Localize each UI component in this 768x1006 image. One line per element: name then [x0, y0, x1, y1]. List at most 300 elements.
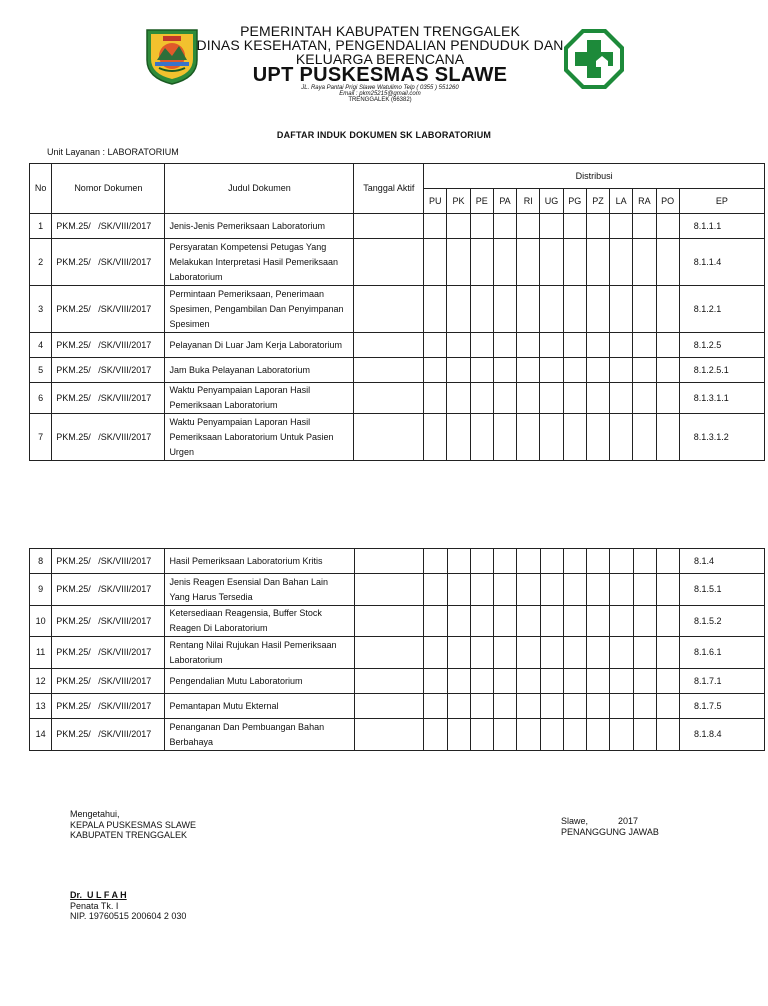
cell-no: 10	[30, 606, 52, 637]
table-row	[30, 606, 765, 637]
regency-emblem-logo	[143, 26, 201, 86]
table-row	[30, 694, 765, 719]
table-row	[30, 286, 765, 333]
cell-dist-pa	[493, 414, 516, 461]
header-dist-pg: PG	[563, 189, 586, 214]
cell-dist-ug	[540, 606, 563, 637]
cell-dist-pk	[447, 606, 470, 637]
cell-nomor-dokumen: PKM.25/ /SK/VIII/2017	[52, 549, 165, 574]
cell-ep: 8.1.5.1	[680, 574, 765, 606]
cell-dist-po	[656, 358, 679, 383]
table-row	[30, 214, 765, 239]
cell-tanggal-aktif	[354, 669, 424, 694]
cell-dist-ra	[633, 719, 656, 751]
cell-dist-pu	[424, 414, 447, 461]
cell-ep: 8.1.6.1	[680, 637, 765, 669]
cell-dist-ra	[633, 358, 656, 383]
cell-dist-pg	[563, 549, 586, 574]
cell-dist-pu	[424, 694, 447, 719]
judul-line: Yang Harus Tersedia	[169, 591, 253, 602]
cell-dist-ri	[517, 606, 540, 637]
cell-dist-pz	[586, 414, 609, 461]
cell-judul-dokumen	[165, 214, 354, 239]
cell-dist-pe	[470, 383, 493, 414]
cell-dist-pg	[563, 239, 586, 286]
cell-dist-pe	[470, 606, 493, 637]
cell-dist-la	[610, 286, 633, 333]
cell-tanggal-aktif	[354, 694, 424, 719]
cell-dist-pg	[563, 414, 586, 461]
cell-dist-ri	[517, 214, 540, 239]
cell-ep: 8.1.2.1	[679, 286, 764, 333]
cell-dist-ri	[517, 637, 540, 669]
cell-dist-po	[656, 333, 679, 358]
cell-dist-pa	[494, 574, 517, 606]
header-tanggal-aktif: Tanggal Aktif	[354, 164, 424, 214]
sig-head-title: KEPALA PUSKESMAS SLAWE	[70, 819, 197, 830]
cell-judul-dokumen	[165, 694, 354, 719]
cell-ep: 8.1.8.4	[680, 719, 765, 751]
cell-dist-la	[610, 719, 633, 751]
cell-nomor-dokumen: PKM.25/ /SK/VIII/2017	[52, 333, 165, 358]
header-dist-pu: PU	[424, 189, 447, 214]
cell-dist-pu	[424, 574, 447, 606]
header-dist-pe: PE	[470, 189, 493, 214]
cell-dist-ri	[517, 574, 540, 606]
cell-judul-dokumen	[165, 549, 354, 574]
header-nomor-dokumen: Nomor Dokumen	[52, 164, 165, 214]
cell-dist-pe	[470, 286, 493, 333]
cell-dist-pa	[494, 694, 517, 719]
cell-tanggal-aktif	[354, 574, 424, 606]
cell-tanggal-aktif	[354, 606, 424, 637]
cell-dist-pu	[424, 333, 447, 358]
cell-dist-pz	[586, 239, 609, 286]
judul-line: Persyaratan Kompetensi Petugas Yang	[169, 241, 327, 252]
cell-dist-ra	[633, 637, 656, 669]
sig-name: Dr. U L F A H	[70, 890, 127, 900]
cell-ep: 8.1.3.1.1	[679, 383, 764, 414]
cell-dist-pg	[563, 214, 586, 239]
cell-dist-ri	[517, 383, 540, 414]
cell-dist-po	[656, 606, 679, 637]
cell-dist-pu	[424, 214, 447, 239]
cell-dist-pg	[563, 669, 586, 694]
cell-judul-dokumen	[165, 286, 354, 333]
cell-no: 12	[30, 669, 52, 694]
cell-nomor-dokumen: PKM.25/ /SK/VIII/2017	[52, 383, 165, 414]
cell-dist-pu	[424, 606, 447, 637]
cell-dist-la	[610, 239, 633, 286]
cell-tanggal-aktif	[354, 286, 424, 333]
cell-dist-ug	[540, 414, 563, 461]
cell-ep: 8.1.2.5.1	[679, 358, 764, 383]
cell-dist-po	[656, 414, 679, 461]
sig-regency: KABUPATEN TRENGGALEK	[70, 830, 188, 840]
cell-dist-pu	[424, 383, 447, 414]
cell-dist-pz	[586, 286, 609, 333]
letterhead-puskesmas-name: UPT PUSKESMAS SLAWE	[252, 64, 508, 86]
table-row	[30, 549, 765, 574]
cell-dist-ra	[633, 383, 656, 414]
unit-label: Unit Layanan : LABORATORIUM	[47, 147, 179, 157]
header-dist-ra: RA	[633, 189, 656, 214]
cell-dist-pz	[587, 669, 610, 694]
cell-dist-pk	[447, 358, 470, 383]
cell-dist-pk	[447, 694, 470, 719]
cell-no: 7	[30, 414, 52, 461]
cell-dist-ra	[633, 333, 656, 358]
cell-no: 9	[30, 574, 52, 606]
cell-judul-dokumen	[165, 719, 354, 751]
cell-dist-pk	[447, 414, 470, 461]
cell-no: 14	[30, 719, 52, 751]
header-dist-po: PO	[656, 189, 679, 214]
cell-dist-ri	[517, 358, 540, 383]
judul-line: Pemeriksaan Laboratorium Untuk Pasien	[169, 431, 334, 442]
cell-dist-pg	[563, 694, 586, 719]
cell-no: 6	[30, 383, 52, 414]
cell-dist-pz	[587, 549, 610, 574]
cell-nomor-dokumen: PKM.25/ /SK/VIII/2017	[52, 414, 165, 461]
header-distribusi: Distribusi	[424, 164, 765, 189]
cell-dist-ri	[517, 694, 540, 719]
cell-dist-pu	[424, 358, 447, 383]
cell-nomor-dokumen: PKM.25/ /SK/VIII/2017	[52, 694, 165, 719]
cell-dist-ra	[633, 574, 656, 606]
cell-dist-pz	[586, 214, 609, 239]
judul-line: Melakukan Interpretasi Hasil Pemeriksaan	[169, 256, 339, 267]
document-title: DAFTAR INDUK DOKUMEN SK LABORATORIUM	[276, 130, 492, 140]
cell-dist-pu	[424, 286, 447, 333]
cell-dist-la	[610, 358, 633, 383]
cell-dist-pg	[563, 358, 586, 383]
cell-dist-pe	[470, 239, 493, 286]
cell-dist-la	[610, 549, 633, 574]
cell-ep: 8.1.7.5	[680, 694, 765, 719]
header-dist-ug: UG	[540, 189, 563, 214]
cell-dist-pk	[447, 383, 470, 414]
cell-dist-ra	[633, 286, 656, 333]
table-row	[30, 239, 765, 286]
judul-line: Berbahaya	[169, 736, 213, 747]
cell-dist-pe	[470, 637, 493, 669]
cell-dist-pz	[587, 637, 610, 669]
document-table-part-2	[29, 548, 765, 751]
cell-dist-pk	[447, 286, 470, 333]
cell-dist-pa	[494, 637, 517, 669]
cell-judul-dokumen	[165, 606, 354, 637]
cell-judul-dokumen	[165, 574, 354, 606]
cell-ep: 8.1.5.2	[680, 606, 765, 637]
cell-dist-po	[656, 383, 679, 414]
cell-tanggal-aktif	[354, 414, 424, 461]
cell-dist-ra	[633, 549, 656, 574]
cell-nomor-dokumen: PKM.25/ /SK/VIII/2017	[52, 637, 165, 669]
cell-dist-ri	[517, 414, 540, 461]
cell-dist-pk	[447, 239, 470, 286]
cell-dist-ra	[633, 239, 656, 286]
judul-line: Ketersediaan Reagensia, Buffer Stock	[169, 608, 322, 618]
cell-tanggal-aktif	[354, 719, 424, 751]
cell-dist-pa	[493, 286, 516, 333]
header-no: No	[30, 164, 52, 214]
cell-tanggal-aktif	[354, 637, 424, 669]
cell-dist-pz	[586, 383, 609, 414]
cell-dist-pe	[470, 669, 493, 694]
cell-judul-dokumen	[165, 358, 354, 383]
cell-dist-la	[610, 606, 633, 637]
header-judul-dokumen: Judul Dokumen	[165, 164, 354, 214]
table-row	[30, 383, 765, 414]
letterhead-government: PEMERINTAH KABUPATEN TRENGGALEK	[240, 23, 520, 39]
table-row	[30, 358, 765, 383]
cell-dist-pk	[447, 214, 470, 239]
cell-no: 11	[30, 637, 52, 669]
header-dist-ri: RI	[517, 189, 540, 214]
judul-line: Jenis-Jenis Pemeriksaan Laboratorium	[169, 220, 326, 231]
sig-nip: NIP. 19760515 200604 2 030	[70, 911, 187, 921]
sig-responsible: PENANGGUNG JAWAB	[561, 826, 659, 837]
cell-dist-pa	[493, 333, 516, 358]
cell-dist-la	[610, 637, 633, 669]
cell-dist-po	[656, 239, 679, 286]
cell-judul-dokumen	[165, 637, 354, 669]
judul-line: Penanganan Dan Pembuangan Bahan	[169, 721, 325, 732]
cell-nomor-dokumen: PKM.25/ /SK/VIII/2017	[52, 719, 165, 751]
cell-nomor-dokumen: PKM.25/ /SK/VIII/2017	[52, 358, 165, 383]
cell-dist-pz	[587, 606, 610, 637]
cell-dist-ug	[540, 574, 563, 606]
header-dist-pk: PK	[447, 189, 470, 214]
judul-line: Laboratorium	[169, 654, 223, 665]
puskesmas-cross-logo	[562, 27, 626, 91]
cell-nomor-dokumen: PKM.25/ /SK/VIII/2017	[52, 669, 165, 694]
cell-tanggal-aktif	[354, 333, 424, 358]
letterhead-address: JL. Raya Pantai Prigi Slawe Watulimo Telp ( 0355 ) 551260	[301, 85, 459, 91]
cell-dist-pa	[493, 214, 516, 239]
cell-dist-pe	[470, 414, 493, 461]
cell-dist-ra	[633, 669, 656, 694]
cell-no: 3	[30, 286, 52, 333]
cell-dist-pg	[563, 719, 586, 751]
judul-line: Waktu Penyampaian Laporan Hasil	[169, 385, 311, 395]
cell-dist-ug	[540, 694, 563, 719]
cell-dist-la	[610, 694, 633, 719]
cell-tanggal-aktif	[354, 214, 424, 239]
cell-tanggal-aktif	[354, 358, 424, 383]
cell-dist-pe	[470, 333, 493, 358]
cell-dist-ug	[540, 637, 563, 669]
judul-line: Rentang Nilai Rujukan Hasil Pemeriksaan	[169, 639, 337, 650]
cell-dist-pz	[586, 358, 609, 383]
header-dist-pa: PA	[493, 189, 516, 214]
cell-tanggal-aktif	[354, 239, 424, 286]
cell-dist-pa	[493, 358, 516, 383]
cell-dist-pu	[424, 637, 447, 669]
cell-dist-pg	[563, 286, 586, 333]
cell-dist-pg	[563, 574, 586, 606]
cell-dist-pu	[424, 669, 447, 694]
document-table-part-1	[29, 163, 765, 461]
cell-nomor-dokumen: PKM.25/ /SK/VIII/2017	[52, 606, 165, 637]
cell-dist-po	[656, 694, 679, 719]
cell-dist-pk	[447, 549, 470, 574]
signature-name-block	[70, 890, 330, 922]
cell-dist-ri	[517, 669, 540, 694]
header-ep: EP	[679, 189, 764, 214]
cell-dist-pa	[494, 549, 517, 574]
cell-nomor-dokumen: PKM.25/ /SK/VIII/2017	[52, 574, 165, 606]
cell-nomor-dokumen: PKM.25/ /SK/VIII/2017	[52, 239, 165, 286]
table-row	[30, 637, 765, 669]
judul-line: Spesimen, Pengambilan Dan Penyimpanan	[169, 303, 344, 314]
cell-dist-ri	[517, 549, 540, 574]
cell-dist-ug	[540, 286, 563, 333]
letterhead-department: DINAS KESEHATAN, PENGENDALIAN PENDUDUK DAN	[196, 37, 564, 53]
cell-dist-ug	[540, 214, 563, 239]
letterhead-city: TRENGGALEK (66382)	[348, 97, 412, 103]
judul-line: Pemantapan Mutu Ekternal	[169, 700, 279, 711]
cell-no: 4	[30, 333, 52, 358]
cell-tanggal-aktif	[354, 383, 424, 414]
cell-dist-ug	[540, 719, 563, 751]
cell-ep: 8.1.3.1.2	[679, 414, 764, 461]
signature-left	[70, 809, 330, 841]
cell-dist-po	[656, 719, 679, 751]
cell-ep: 8.1.7.1	[680, 669, 765, 694]
judul-line: Urgen	[169, 446, 194, 457]
cell-dist-pk	[447, 669, 470, 694]
cell-no: 5	[30, 358, 52, 383]
cell-ep: 8.1.1.1	[679, 214, 764, 239]
judul-line: Spesimen	[169, 318, 210, 329]
cell-dist-pg	[563, 606, 586, 637]
cell-dist-pe	[470, 574, 493, 606]
cell-dist-pe	[470, 549, 493, 574]
header-dist-la: LA	[610, 189, 633, 214]
cell-dist-pa	[494, 719, 517, 751]
cell-dist-pa	[493, 383, 516, 414]
judul-line: Jam Buka Pelayanan Laboratorium	[169, 364, 311, 375]
judul-line: Pemeriksaan Laboratorium	[169, 400, 278, 410]
cell-dist-pz	[587, 574, 610, 606]
letterhead-email: Email : pkm25215@gmail.com	[339, 91, 421, 97]
cell-judul-dokumen	[165, 669, 354, 694]
cell-dist-la	[610, 574, 633, 606]
cell-dist-la	[610, 333, 633, 358]
cell-dist-pz	[587, 694, 610, 719]
sig-rank: Penata Tk. I	[70, 900, 119, 911]
cell-dist-pk	[447, 637, 470, 669]
cell-dist-ug	[540, 549, 563, 574]
cell-judul-dokumen	[165, 239, 354, 286]
cell-dist-la	[610, 669, 633, 694]
cell-dist-pu	[424, 719, 447, 751]
cell-judul-dokumen	[165, 333, 354, 358]
judul-line: Waktu Penyampaian Laporan Hasil	[169, 416, 311, 427]
cell-nomor-dokumen: PKM.25/ /SK/VIII/2017	[52, 214, 165, 239]
cell-dist-ug	[540, 383, 563, 414]
cell-no: 1	[30, 214, 52, 239]
signature-right	[561, 816, 741, 837]
cell-ep: 8.1.2.5	[679, 333, 764, 358]
cell-no: 8	[30, 549, 52, 574]
cell-dist-pu	[424, 549, 447, 574]
cell-dist-po	[656, 574, 679, 606]
cell-dist-pk	[447, 719, 470, 751]
cell-dist-pz	[587, 719, 610, 751]
cell-judul-dokumen	[165, 383, 354, 414]
table-row	[30, 333, 765, 358]
cell-dist-ug	[540, 358, 563, 383]
cell-dist-ri	[517, 286, 540, 333]
table-row	[30, 719, 765, 751]
cell-dist-la	[610, 214, 633, 239]
cell-dist-pe	[470, 719, 493, 751]
cell-dist-pu	[424, 239, 447, 286]
cell-nomor-dokumen: PKM.25/ /SK/VIII/2017	[52, 286, 165, 333]
cell-dist-po	[656, 286, 679, 333]
cell-no: 2	[30, 239, 52, 286]
table-header-row-top	[30, 164, 765, 189]
cell-dist-po	[656, 549, 679, 574]
cell-dist-la	[610, 414, 633, 461]
cell-dist-pg	[563, 637, 586, 669]
cell-dist-ri	[517, 333, 540, 358]
cell-dist-pk	[447, 574, 470, 606]
cell-dist-pe	[470, 694, 493, 719]
judul-line: Permintaan Pemeriksaan, Penerimaan	[169, 288, 325, 299]
table-row	[30, 414, 765, 461]
cell-ep: 8.1.4	[680, 549, 765, 574]
cell-dist-ra	[633, 214, 656, 239]
header-dist-pz: PZ	[586, 189, 609, 214]
cell-dist-ra	[633, 414, 656, 461]
cell-dist-pe	[470, 214, 493, 239]
judul-line: Reagen Di Laboratorium	[169, 623, 268, 633]
cell-dist-ug	[540, 333, 563, 358]
cell-tanggal-aktif	[354, 549, 424, 574]
cell-dist-pe	[470, 358, 493, 383]
cell-dist-la	[610, 383, 633, 414]
cell-dist-ra	[633, 694, 656, 719]
cell-dist-pa	[493, 239, 516, 286]
cell-dist-pa	[494, 606, 517, 637]
cell-dist-pg	[563, 333, 586, 358]
cell-dist-pg	[563, 383, 586, 414]
cell-dist-ra	[633, 606, 656, 637]
cell-no: 13	[30, 694, 52, 719]
cell-ep: 8.1.1.4	[679, 239, 764, 286]
sig-acknowledged: Mengetahui,	[70, 809, 120, 819]
judul-line: Pelayanan Di Luar Jam Kerja Laboratorium	[169, 339, 343, 350]
cell-judul-dokumen	[165, 414, 354, 461]
judul-line: Hasil Pemeriksaan Laboratorium Kritis	[169, 555, 323, 566]
judul-line: Laboratorium	[169, 271, 223, 282]
letterhead-department-cont: KELUARGA BERENCANA	[295, 51, 465, 67]
cell-dist-po	[656, 637, 679, 669]
cell-dist-ug	[540, 669, 563, 694]
table-row	[30, 669, 765, 694]
cell-dist-ri	[517, 719, 540, 751]
cell-dist-pa	[494, 669, 517, 694]
table-row	[30, 574, 765, 606]
cell-dist-po	[656, 669, 679, 694]
judul-line: Jenis Reagen Esensial Dan Bahan Lain	[169, 576, 329, 587]
judul-line: Pengendalian Mutu Laboratorium	[169, 675, 303, 686]
cell-dist-ug	[540, 239, 563, 286]
